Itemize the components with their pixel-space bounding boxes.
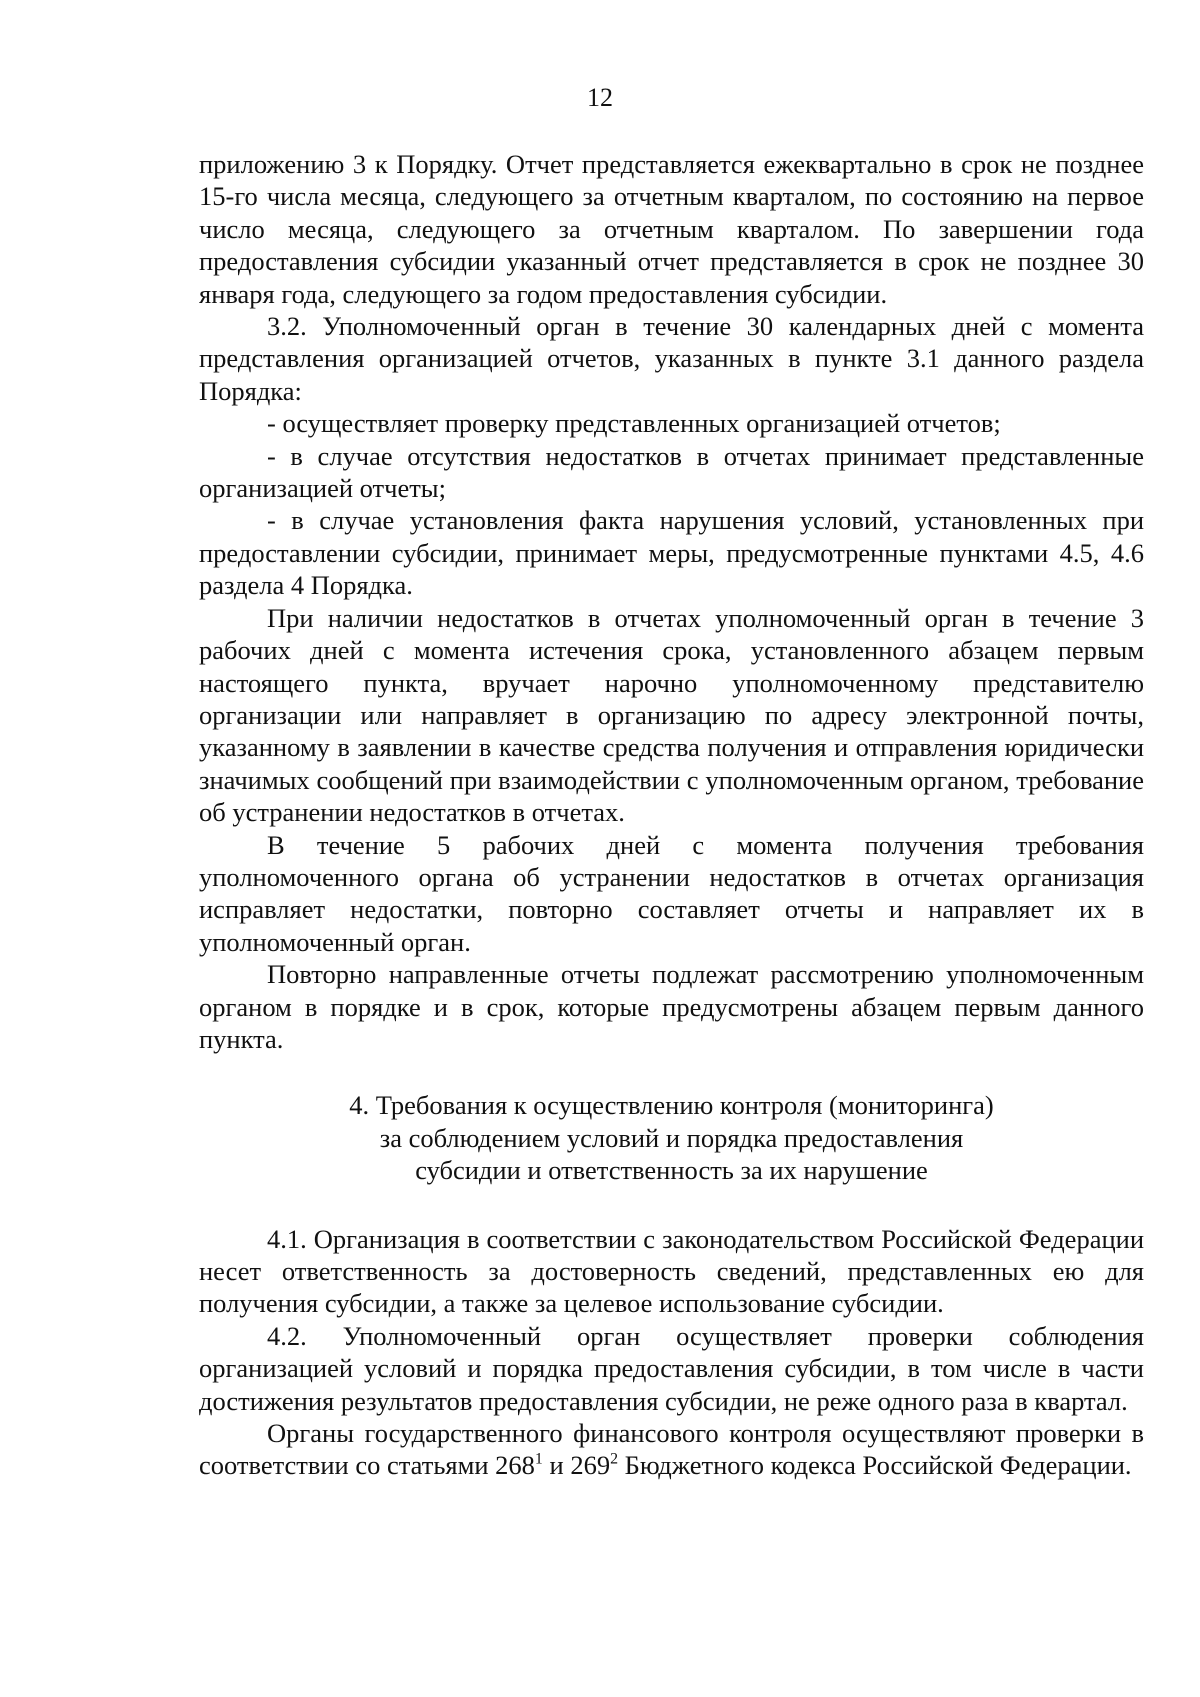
financial-control-text-end: Бюджетного кодекса Российской Федерации.: [618, 1450, 1132, 1481]
section-4-heading-line-3: субсидии и ответственность за их нарушение: [415, 1155, 928, 1186]
paragraph-deficiencies-correction: В течение 5 рабочих дней с момента получения требования уполномоченного органа об устранении недостатков в отчетах организация исправляет недостатки, повторно составляет отчеты и направляет их в уполномоченный орган.: [199, 829, 1144, 957]
list-item-violation-measures: - в случае установления факта нарушения условий, установленных при предоставлении субсидии, принимает меры, предусмотренные пунктами 4.5, 4.6 раздела 4 Порядка.: [199, 505, 1144, 601]
article-269-number: 269: [570, 1450, 611, 1481]
article-conjunction: и: [542, 1450, 571, 1481]
paragraph-deficiencies-notice: При наличии недостатков в отчетах уполномоченный орган в течение 3 рабочих дней с момента истечения срока, установленного абзацем первым настоящего пункта, вручает нарочно уполномоченному представителю организации или направляет в организацию по адресу электронной почты, указанному в заявлении в качестве средства получения и отправления юридически значимых сообщений при взаимодействии с уполномоченным органом, требование об устранении недостатков в отчетах.: [199, 602, 1144, 828]
article-268-superscript: 1: [534, 1451, 543, 1469]
list-item-verification: - осуществляет проверку представленных организацией отчетов;: [267, 408, 1001, 439]
paragraph-3-2: 3.2. Уполномоченный орган в течение 30 календарных дней с момента представления организацией отчетов, указанных в пункте 3.1 данного раздела Порядка:: [199, 311, 1144, 406]
list-item-acceptance: - в случае отсутствия недостатков в отчетах принимает представленные организацией отчеты;: [199, 440, 1144, 504]
article-269-superscript: 2: [610, 1451, 619, 1469]
section-4-heading: [199, 1089, 1144, 1186]
document-body: [199, 148, 1144, 1482]
paragraph-report-submission-terms: приложению 3 к Порядку. Отчет представляется ежеквартально в срок не позднее 15-го числа месяца, следующего за отчетным кварталом, по состоянию на первое число месяца, следующего за отчетным кварталом. По завершении года предоставления субсидии указанный отчет представляется в срок не позднее 30 января года, следующего за годом предоставления субсидии.: [199, 149, 1144, 309]
paragraph-4-2: 4.2. Уполномоченный орган осуществляет проверки соблюдения организацией условий и порядка предоставления субсидии, в том числе в части достижения результатов предоставления субсидии, не реже одного раза в квартал.: [199, 1320, 1144, 1416]
paragraph-4-1: 4.1. Организация в соответствии с законодательством Российской Федерации несет ответственность за достоверность сведений, представленных ею для получения субсидии, а также за целевое использование субсидии.: [199, 1223, 1144, 1319]
financial-control-text-start: Органы государственного финансового контроля осуществляют проверки в соответствии со статьями: [199, 1418, 1144, 1481]
section-4-heading-line-1: 4. Требования к осуществлению контроля (мониторинга): [349, 1090, 994, 1121]
paragraph-financial-control: [199, 1417, 1144, 1482]
section-4-heading-line-2: за соблюдением условий и порядка предоставления: [379, 1122, 964, 1153]
page-number: 12: [587, 83, 613, 112]
article-268-number: 268: [495, 1450, 535, 1481]
paragraph-resubmitted-reports: Повторно направленные отчеты подлежат рассмотрению уполномоченным органом в порядке и в срок, которые предусмотрены абзацем первым данного пункта.: [199, 959, 1144, 1054]
